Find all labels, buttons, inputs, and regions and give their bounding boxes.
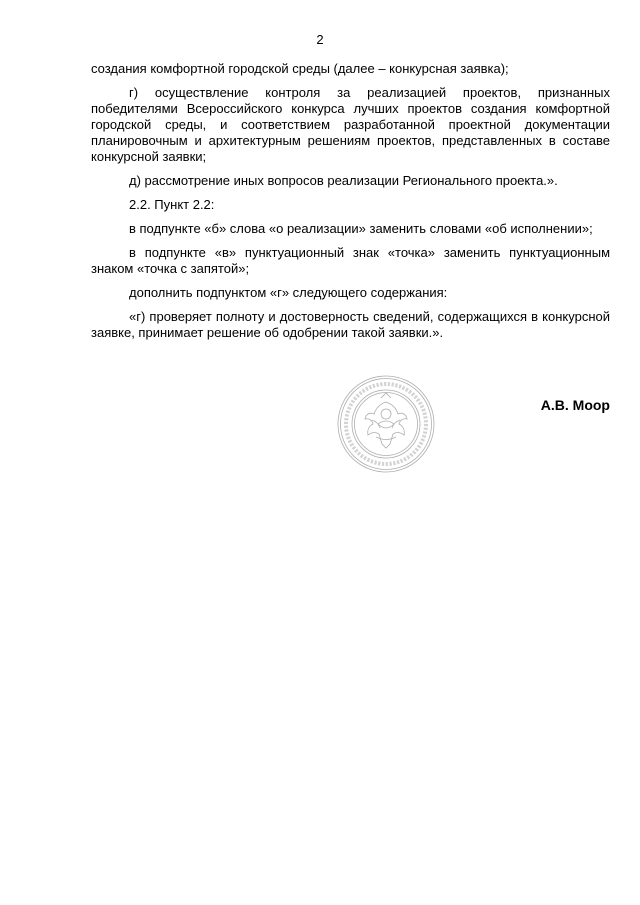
signer-name: А.В. Моор [540,397,610,413]
paragraph: 2.2. Пункт 2.2: [129,197,215,212]
paragraph: создания комфортной городской среды (далее – конкурсная заявка); [91,61,509,76]
paragraph: «г) проверяет полноту и достоверность сведений, содержащихся в конкурсной заявке, принимает решение об одобрении такой заявки.». [91,309,610,340]
seal-stamp-icon [336,374,436,474]
paragraph: дополнить подпунктом «г» следующего содержания: [129,285,448,300]
page-number: 2 [316,32,324,47]
paragraph: д) рассмотрение иных вопросов реализации Регионального проекта.». [129,173,558,188]
signature-block [330,372,610,482]
paragraph: в подпункте «б» слова «о реализации» заменить словами «об исполнении»; [129,221,593,236]
paragraph: в подпункте «в» пунктуационный знак «точка» заменить пунктуационным знаком «точка с запятой»; [91,245,610,276]
document-body [91,61,610,349]
paragraph: г) осуществление контроля за реализацией проектов, признанных победителями Всероссийского конкурса лучших проектов создания комфортной городской среды, и соответствием разработанной проектной документации планировочным и архитектурным решениям проектов, представленных в составе конкурсной заявки; [91,85,610,164]
